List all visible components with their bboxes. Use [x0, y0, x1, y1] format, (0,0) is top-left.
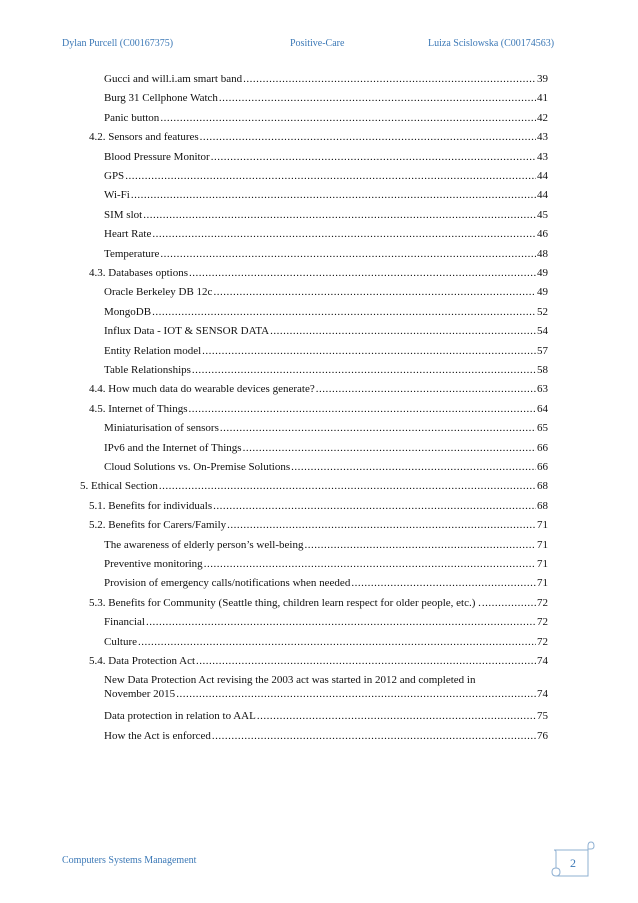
toc-entry-title: Entity Relation model: [104, 344, 202, 357]
toc-page-number: 41: [537, 92, 548, 105]
toc-page-number: 66: [537, 441, 548, 454]
toc-entry-title: 4.5. Internet of Things: [89, 402, 188, 415]
toc-page-number: 75: [537, 710, 548, 723]
toc-entry[interactable]: [104, 150, 548, 164]
toc-leader-dots: [138, 635, 536, 649]
toc-leader-dots: [125, 169, 536, 183]
toc-entry-title: Culture: [104, 635, 137, 648]
toc-page-number: 44: [537, 170, 548, 182]
toc-entry-title: New Data Protection Act revising the 2003 act was started in 2012 and completed in: [104, 674, 476, 687]
page-number-badge: [550, 840, 596, 880]
toc-page-number: 71: [537, 538, 548, 551]
toc-entry[interactable]: [104, 188, 548, 202]
toc-entry-title: Miniaturisation of sensors: [104, 422, 219, 435]
toc-leader-dots: [213, 499, 536, 513]
toc-entry-title: Financial: [104, 616, 145, 629]
toc-entry[interactable]: [104, 169, 548, 183]
toc-entry-title: Temperature: [104, 247, 160, 260]
toc-leader-dots: [270, 324, 536, 338]
toc-entry[interactable]: [104, 208, 548, 222]
toc-page-number: 76: [537, 729, 548, 742]
toc-leader-dots: [243, 72, 536, 86]
page-number: 2: [570, 856, 576, 870]
toc-leader-dots: [291, 460, 536, 474]
toc-leader-dots: [316, 382, 536, 396]
toc-leader-dots: [227, 518, 536, 532]
toc-page-number: 72: [537, 635, 548, 648]
toc-page-number: 49: [537, 286, 548, 299]
toc-entry-title: How the Act is enforced: [104, 729, 211, 742]
toc-entry[interactable]: [89, 266, 548, 280]
page-header: [0, 38, 638, 52]
toc-page-number: 54: [537, 325, 548, 338]
toc-leader-dots: [213, 285, 536, 299]
toc-page-number: 49: [537, 267, 548, 279]
toc-entry[interactable]: [104, 709, 548, 723]
toc-page-number: 72: [537, 596, 548, 609]
toc-entry-title: 5.4. Data Protection Act: [89, 655, 196, 667]
toc-entry[interactable]: [89, 596, 548, 610]
toc-page-number: 43: [537, 150, 548, 163]
toc-page-number: 42: [537, 111, 548, 124]
toc-leader-dots: [211, 150, 536, 164]
toc-entry[interactable]: [104, 460, 548, 474]
toc-entry-title: 4.2. Sensors and features: [89, 131, 199, 144]
toc-leader-dots: [220, 421, 536, 435]
toc-entry[interactable]: [104, 247, 548, 261]
toc-page-number: 74: [537, 688, 548, 701]
toc-leader-dots: [243, 441, 536, 455]
toc-entry[interactable]: [104, 615, 548, 629]
toc-entry-title: The awareness of elderly person’s well-being: [104, 538, 304, 551]
toc-entry-title: IPv6 and the Internet of Things: [104, 441, 242, 454]
toc-leader-dots: [200, 130, 536, 144]
header-author-left: Dylan Purcell (C00167375): [62, 38, 174, 49]
toc-leader-dots: [192, 363, 536, 377]
toc-page-number: 43: [537, 131, 548, 144]
toc-page-number: 45: [537, 208, 548, 221]
toc-leader-dots: [131, 188, 536, 202]
toc-leader-dots: [159, 479, 536, 493]
toc-page-number: 48: [537, 247, 548, 260]
toc-leader-dots: [143, 208, 536, 222]
toc-entry[interactable]: [104, 111, 548, 125]
toc-entry[interactable]: [104, 729, 548, 743]
toc-entry-title: Heart Rate: [104, 228, 152, 241]
toc-page-number: 68: [537, 480, 548, 493]
toc-entry[interactable]: [104, 91, 548, 105]
toc-entry[interactable]: [104, 344, 548, 358]
toc-entry[interactable]: [104, 227, 548, 241]
toc-leader-dots: [176, 687, 536, 701]
toc-leader-dots: [304, 538, 536, 552]
toc-leader-dots: [152, 305, 536, 319]
toc-page-number: 39: [537, 73, 548, 85]
toc-entry[interactable]: [104, 421, 548, 435]
toc-entry-title: 4.4. How much data do wearable devices generate?: [89, 383, 315, 396]
toc-entry-title: 5.3. Benefits for Community (Seattle thing, children learn respect for older people, etc.) .: [89, 596, 481, 609]
header-author-right: Luiza Scislowska (C00174563): [428, 38, 555, 49]
toc-entry-title: Preventive monitoring: [104, 558, 203, 570]
toc-page-number: 66: [537, 461, 548, 473]
footer-text: Computers Systems Management: [62, 855, 197, 866]
toc-page-number: 74: [537, 655, 548, 667]
toc-entry-title: 4.3. Databases options: [89, 267, 188, 279]
toc-page-number: 46: [537, 228, 548, 241]
toc-page-number: 57: [537, 344, 548, 357]
toc-entry[interactable]: [104, 305, 548, 319]
toc-entry[interactable]: [89, 130, 548, 144]
toc-entry[interactable]: [89, 518, 548, 532]
toc-leader-dots: [257, 709, 536, 723]
toc-leader-dots: [189, 266, 536, 280]
toc-entry-title: SIM slot: [104, 208, 143, 221]
toc-entry-title: 5. Ethical Section: [80, 480, 158, 493]
toc-leader-dots: [160, 111, 536, 125]
toc-entry-title-continued: November 2015: [104, 688, 176, 701]
toc-page-number: 71: [537, 519, 548, 532]
toc-page-number: 71: [537, 558, 548, 570]
toc-entry-title: Gucci and will.i.am smart band: [104, 73, 243, 85]
toc-entry[interactable]: [104, 576, 548, 590]
toc-page-number: 58: [537, 364, 548, 376]
toc-entry[interactable]: [104, 557, 548, 571]
toc-entry[interactable]: [104, 324, 548, 338]
toc-page-number: 52: [537, 305, 548, 318]
toc-entry-title: Burg 31 Cellphone Watch: [104, 92, 218, 105]
toc-entry[interactable]: [104, 363, 548, 377]
toc-leader-dots: [160, 247, 536, 261]
toc-entry-title: Oracle Berkeley DB 12c: [104, 286, 213, 299]
toc-leader-dots: [188, 402, 536, 416]
toc-page-number: 72: [537, 616, 548, 629]
toc-page-number: 65: [537, 422, 548, 435]
toc-leader-dots: [482, 596, 536, 610]
toc-entry[interactable]: [104, 285, 548, 299]
toc-leader-dots: [212, 729, 536, 743]
toc-page-number: 44: [537, 189, 548, 202]
toc-leader-dots: [146, 615, 536, 629]
toc-entry-title: Wi-Fi: [104, 189, 130, 202]
toc-entry-title: Provision of emergency calls/notifications when needed: [104, 577, 351, 590]
toc-entry[interactable]: [89, 382, 548, 396]
toc-leader-dots: [351, 576, 536, 590]
toc-entry-title: Influx Data - IOT & SENSOR DATA: [104, 325, 270, 338]
toc-entry-title: Data protection in relation to AAL: [104, 710, 256, 723]
toc-entry-title: Cloud Solutions vs. On-Premise Solutions: [104, 461, 291, 473]
toc-entry-title: GPS: [104, 170, 125, 182]
toc-entry-title: Table Relationships: [104, 364, 191, 376]
toc-entry[interactable]: [104, 673, 548, 701]
toc-entry[interactable]: [104, 441, 548, 455]
toc-entry[interactable]: [80, 479, 548, 493]
toc-leader-dots: [204, 557, 536, 571]
toc-entry-title: 5.2. Benefits for Carers/Family: [89, 519, 227, 532]
toc-entry[interactable]: [89, 654, 548, 668]
toc-entry[interactable]: [89, 499, 548, 513]
toc-page-number: 64: [537, 402, 548, 415]
toc-entry[interactable]: [104, 635, 548, 649]
toc-entry[interactable]: [104, 538, 548, 552]
toc-page-number: 63: [537, 383, 548, 396]
header-project-title: Positive-Care: [290, 38, 345, 49]
toc-entry-title: 5.1. Benefits for individuals: [89, 499, 213, 512]
toc-entry-title: Panic button: [104, 111, 160, 124]
toc-leader-dots: [196, 654, 536, 668]
toc-entry-title: MongoDB: [104, 305, 152, 318]
toc-entry[interactable]: [104, 72, 548, 86]
toc-entry-title: Blood Pressure Monitor: [104, 150, 210, 163]
toc-leader-dots: [202, 344, 536, 358]
toc-entry[interactable]: [89, 402, 548, 416]
toc-page-number: 71: [537, 577, 548, 590]
toc-page-number: 68: [537, 499, 548, 512]
toc-leader-dots: [152, 227, 536, 241]
toc-leader-dots: [219, 91, 536, 105]
